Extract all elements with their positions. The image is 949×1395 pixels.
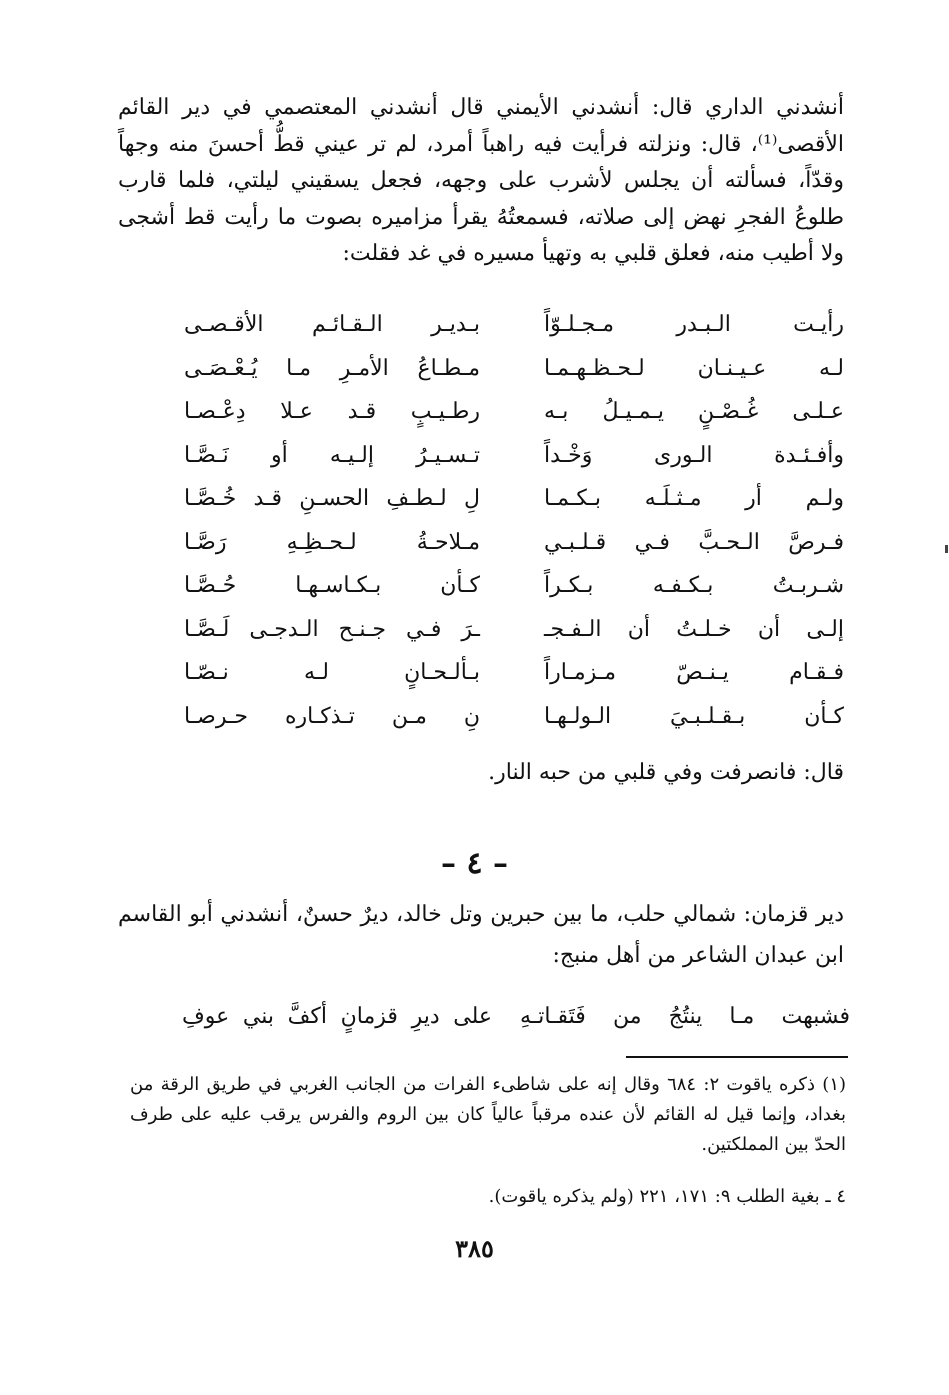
footnote: (١) ذكره ياقوت ٢: ٦٨٤ وقال إنه على شاطىء الفرات من الجانب الغربي في طريق الرقة من بغداد، وإنما قيل له القائم لأن عنده مرقباً عالياً كان بين الروم والفرس يرقب عليه على طرف الحدّ بين المملكتين. (130, 1074, 847, 1155)
verse-first-hemistich: ولـم أر مـثـلَـه بـكـمـا (544, 486, 844, 511)
verse-second-hemistich: رطـيـبٍ قـد عـلا دِعْـصـا (184, 399, 480, 424)
poem-verse (150, 567, 850, 611)
verse-second-hemistich: على ديرِ قزمانٍ أكفَّ بني عوفِ (182, 1004, 492, 1029)
poem-verse (150, 393, 850, 437)
footnote-separator (626, 1056, 848, 1058)
verse-second-hemistich: ـرَ فـي جـنـح الـدجـى لَـصَّـا (184, 616, 480, 642)
closing-line: قال: فانصرفت وفي قلبي من حبه النار. (488, 760, 844, 785)
verse-second-hemistich: مـلاحـةُ لـحـظِـهِ رَصَّـا (184, 529, 480, 555)
verse-second-hemistich: لِ لـطـفِ الحسـنِ قـد خُـصَّـا (184, 486, 480, 511)
poem-verse (150, 698, 850, 742)
verse-second-hemistich: كـأن بـكـاسـهـا حُـصَّـا (184, 573, 480, 598)
verse-first-hemistich: شـربـتُ بـكـفـه بـكـراً (544, 573, 844, 598)
verse-first-hemistich: لـه عـيـنـان لـحـظـهـمـا (544, 355, 844, 381)
section-paragraph: دير قزمان: شمالي حلب، ما بين حبرين وتل خالد، ديرٌ حسنٌ، أنشدني أبو القاسم ابن عبدان الشاعر من أهل منبج: (118, 902, 844, 968)
verse-second-hemistich: نِ مـن تـذكـاره حـرصـا (184, 703, 480, 729)
verse-first-hemistich: رأيـت الـبـدر مـجـلـوّاً (544, 312, 844, 337)
section-heading: – ٤ – (440, 846, 509, 881)
poem-verse (150, 480, 850, 524)
verse-first-hemistich: فـرصَّ الـحـبَّ فـي قـلـبـي (544, 529, 844, 555)
verse-first-hemistich: عـلـى غُـصْـنٍ يـمـيـلُ بـه (544, 399, 844, 424)
intro-paragraph: أنشدني الداري قال: أنشدني الأيمني قال أنشدني المعتصمي في دير القائم الأقصى⁽¹⁾، قال: ونزلته فرأيت فيه راهباً أمرد، لم تر عيني قطُّ أحسنَ منه وجهاً وقدّاً، فسألته أن يجلس لأشرب على وجهه، فجعل يسقيني ليلتي، فلما قارب طلوعُ الفجرِ نهض إلى صلاته، فسمعتُهُ يقرأ مزاميره بصوت ما رأيت قط أشجى ولا أطيب منه، فعلق قلبي به وتهيأ مسيره في غد فقلت: (118, 95, 844, 266)
poem-verse (150, 306, 850, 350)
footnote: ٤ ـ بغية الطلب ٩: ١٧١، ٢٢١ (ولم يذكره ياقوت). (488, 1186, 846, 1207)
margin-mark (945, 545, 948, 553)
poem-verse (150, 437, 850, 481)
verse-second-hemistich: تـسـيـرُ إلـيـه أو نَـصَّـا (184, 442, 480, 468)
poem-verse (150, 654, 850, 698)
verse-second-hemistich: بـديـر الـقـائـم الأقـصـى (184, 312, 480, 337)
verse-first-hemistich: فـقـام يـنـصّ مـزمـاراً (544, 660, 844, 685)
verse-second-hemistich: مـطـاعُ الأمـرِ مـا يُـعْـصَـى (184, 355, 480, 381)
verse-first-hemistich: كـأن بـقـلـبـيَ الـولـهـا (544, 703, 844, 729)
poem-verse (150, 611, 850, 655)
poem-verse (150, 350, 850, 394)
verse-first-hemistich: إلـى أن خـلـتُ أن الـفـجـ (544, 616, 844, 642)
page-number: ٣٨٥ (455, 1234, 494, 1263)
single-verse (150, 1004, 850, 1044)
verse-first-hemistich: وأفـئـدة الـورى وَخْـداً (544, 442, 844, 468)
verse-first-hemistich: فشبهت مـا ينتُجُ من فَتَقـاتـهِ (520, 1004, 850, 1029)
poem (150, 306, 850, 741)
verse-second-hemistich: بـألـحـانٍ لـه نـصّـا (184, 660, 480, 685)
poem-verse (150, 524, 850, 568)
